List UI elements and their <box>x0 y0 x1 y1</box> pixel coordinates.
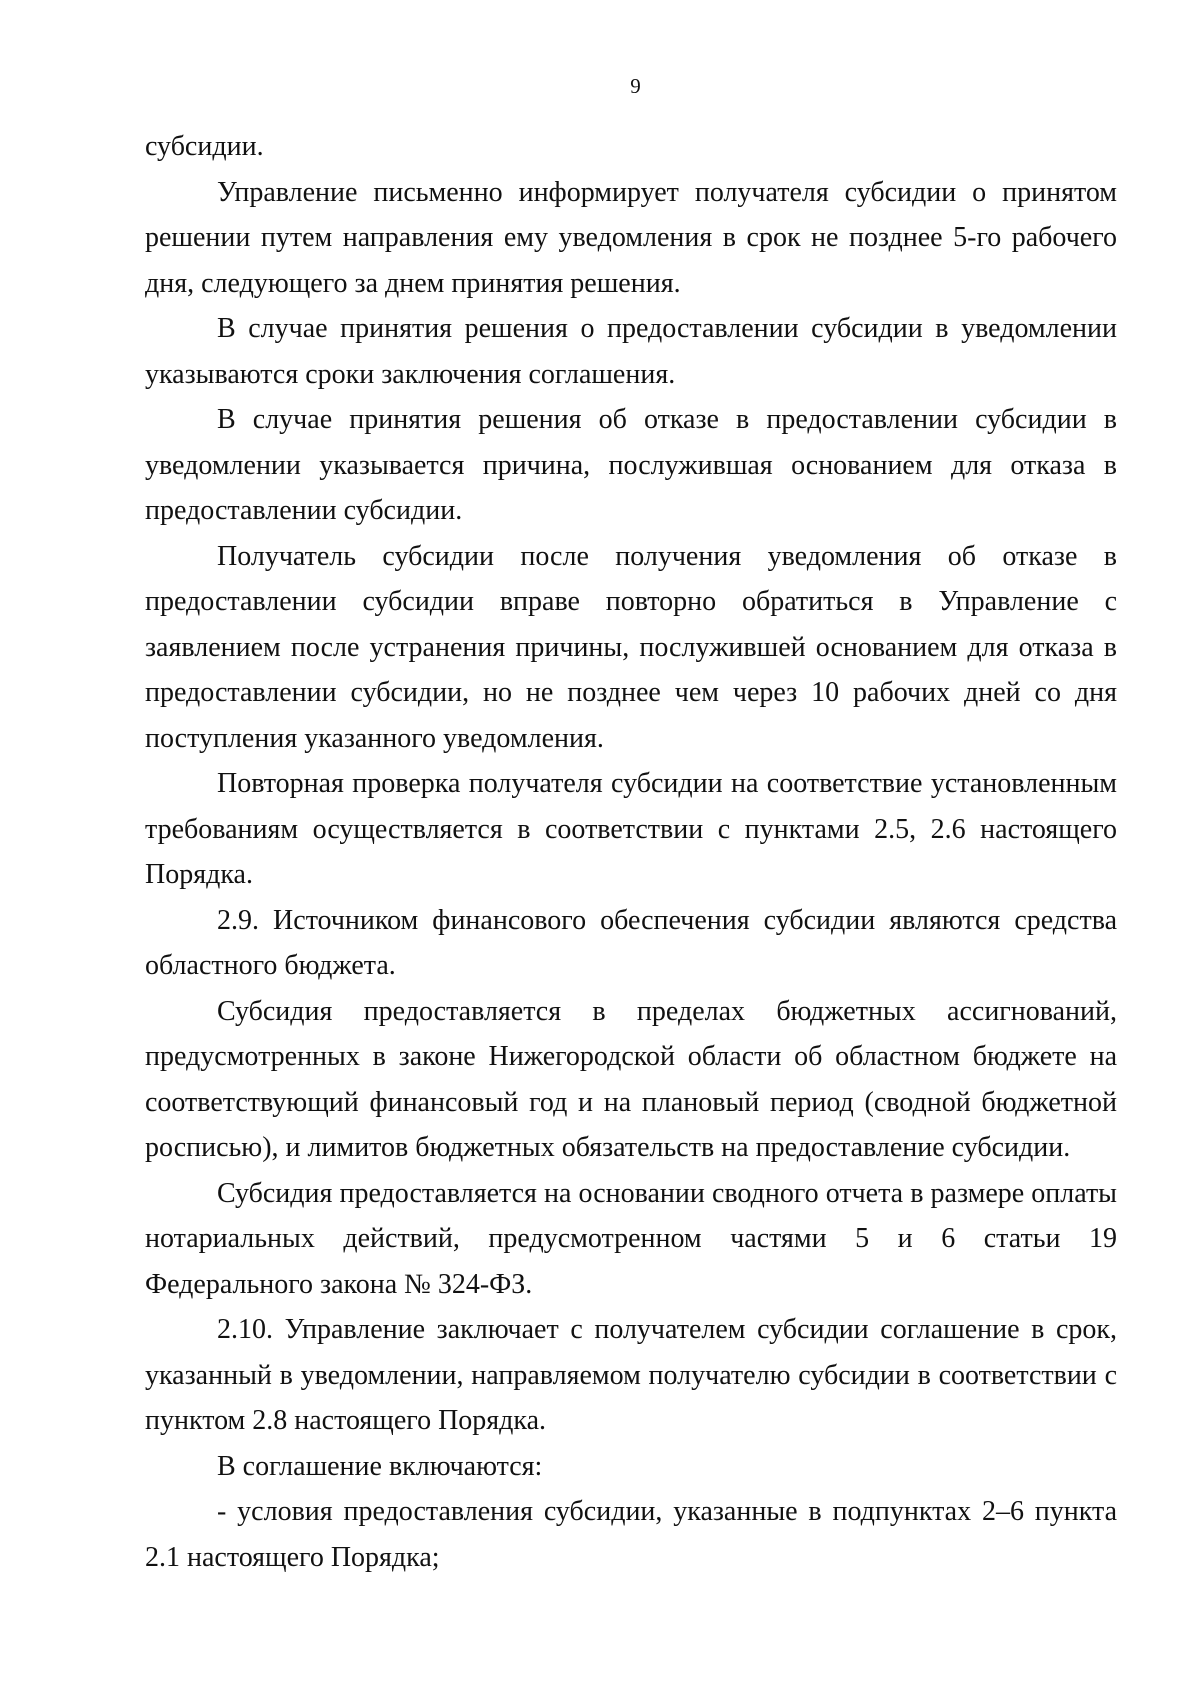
paragraph-2-10-agreement: 2.10. Управление заключает с получателем субсидии соглашение в срок, указанный в уведомлении, направляемом получателю субсидии в соответствии с пунктом 2.8 настоящего Порядка. <box>145 1314 1117 1436</box>
paragraph-notification: Управление письменно информирует получателя субсидии о принятом решении путем направления ему уведомления в срок не позднее 5-го рабочего дня, следующего за днем принятия решения. <box>145 176 1117 299</box>
paragraph-recheck: Повторная проверка получателя субсидии на соответствие установленным требованиям осуществляется в соответствии с пунктами 2.5, 2.6 настоящего Порядка. <box>145 768 1117 890</box>
document-body <box>145 124 1117 1580</box>
list-item-conditions: - условия предоставления субсидии, указанные в подпунктах 2–6 пункта 2.1 настоящего Порядка; <box>145 1496 1117 1573</box>
page-number: 9 <box>630 74 641 98</box>
paragraph-refusal-case: В случае принятия решения об отказе в предоставлении субсидии в уведомлении указывается причина, послужившая основанием для отказа в предоставлении субсидии. <box>145 404 1117 526</box>
paragraph-continuation: субсидии. <box>145 131 264 162</box>
paragraph-agreement-includes: В соглашение включаются: <box>217 1450 543 1482</box>
paragraph-subsidy-basis: Субсидия предоставляется на основании сводного отчета в размере оплаты нотариальных действий, предусмотренном частями 5 и 6 статьи 19 Федерального закона № 324-ФЗ. <box>145 1177 1117 1300</box>
paragraph-reapplication: Получатель субсидии после получения уведомления об отказе в предоставлении субсидии вправе повторно обратиться в Управление с заявлением после устранения причины, послужившей основанием для отказа в предоставлении субсидии, но не позднее чем через 10 рабочих дней со дня поступления указанного уведомления. <box>145 540 1117 754</box>
paragraph-budget-limits: Субсидия предоставляется в пределах бюджетных ассигнований, предусмотренных в законе Нижегородской области об областном бюджете на соответствующий финансовый год и на плановый период (сводной бюджетной росписью), и лимитов бюджетных обязательств на предоставление субсидии. <box>145 995 1117 1163</box>
paragraph-2-9-funding-source: 2.9. Источником финансового обеспечения субсидии являются средства областного бюджета. <box>145 904 1117 981</box>
paragraph-approval-case: В случае принятия решения о предоставлении субсидии в уведомлении указываются сроки заключения соглашения. <box>145 313 1117 390</box>
